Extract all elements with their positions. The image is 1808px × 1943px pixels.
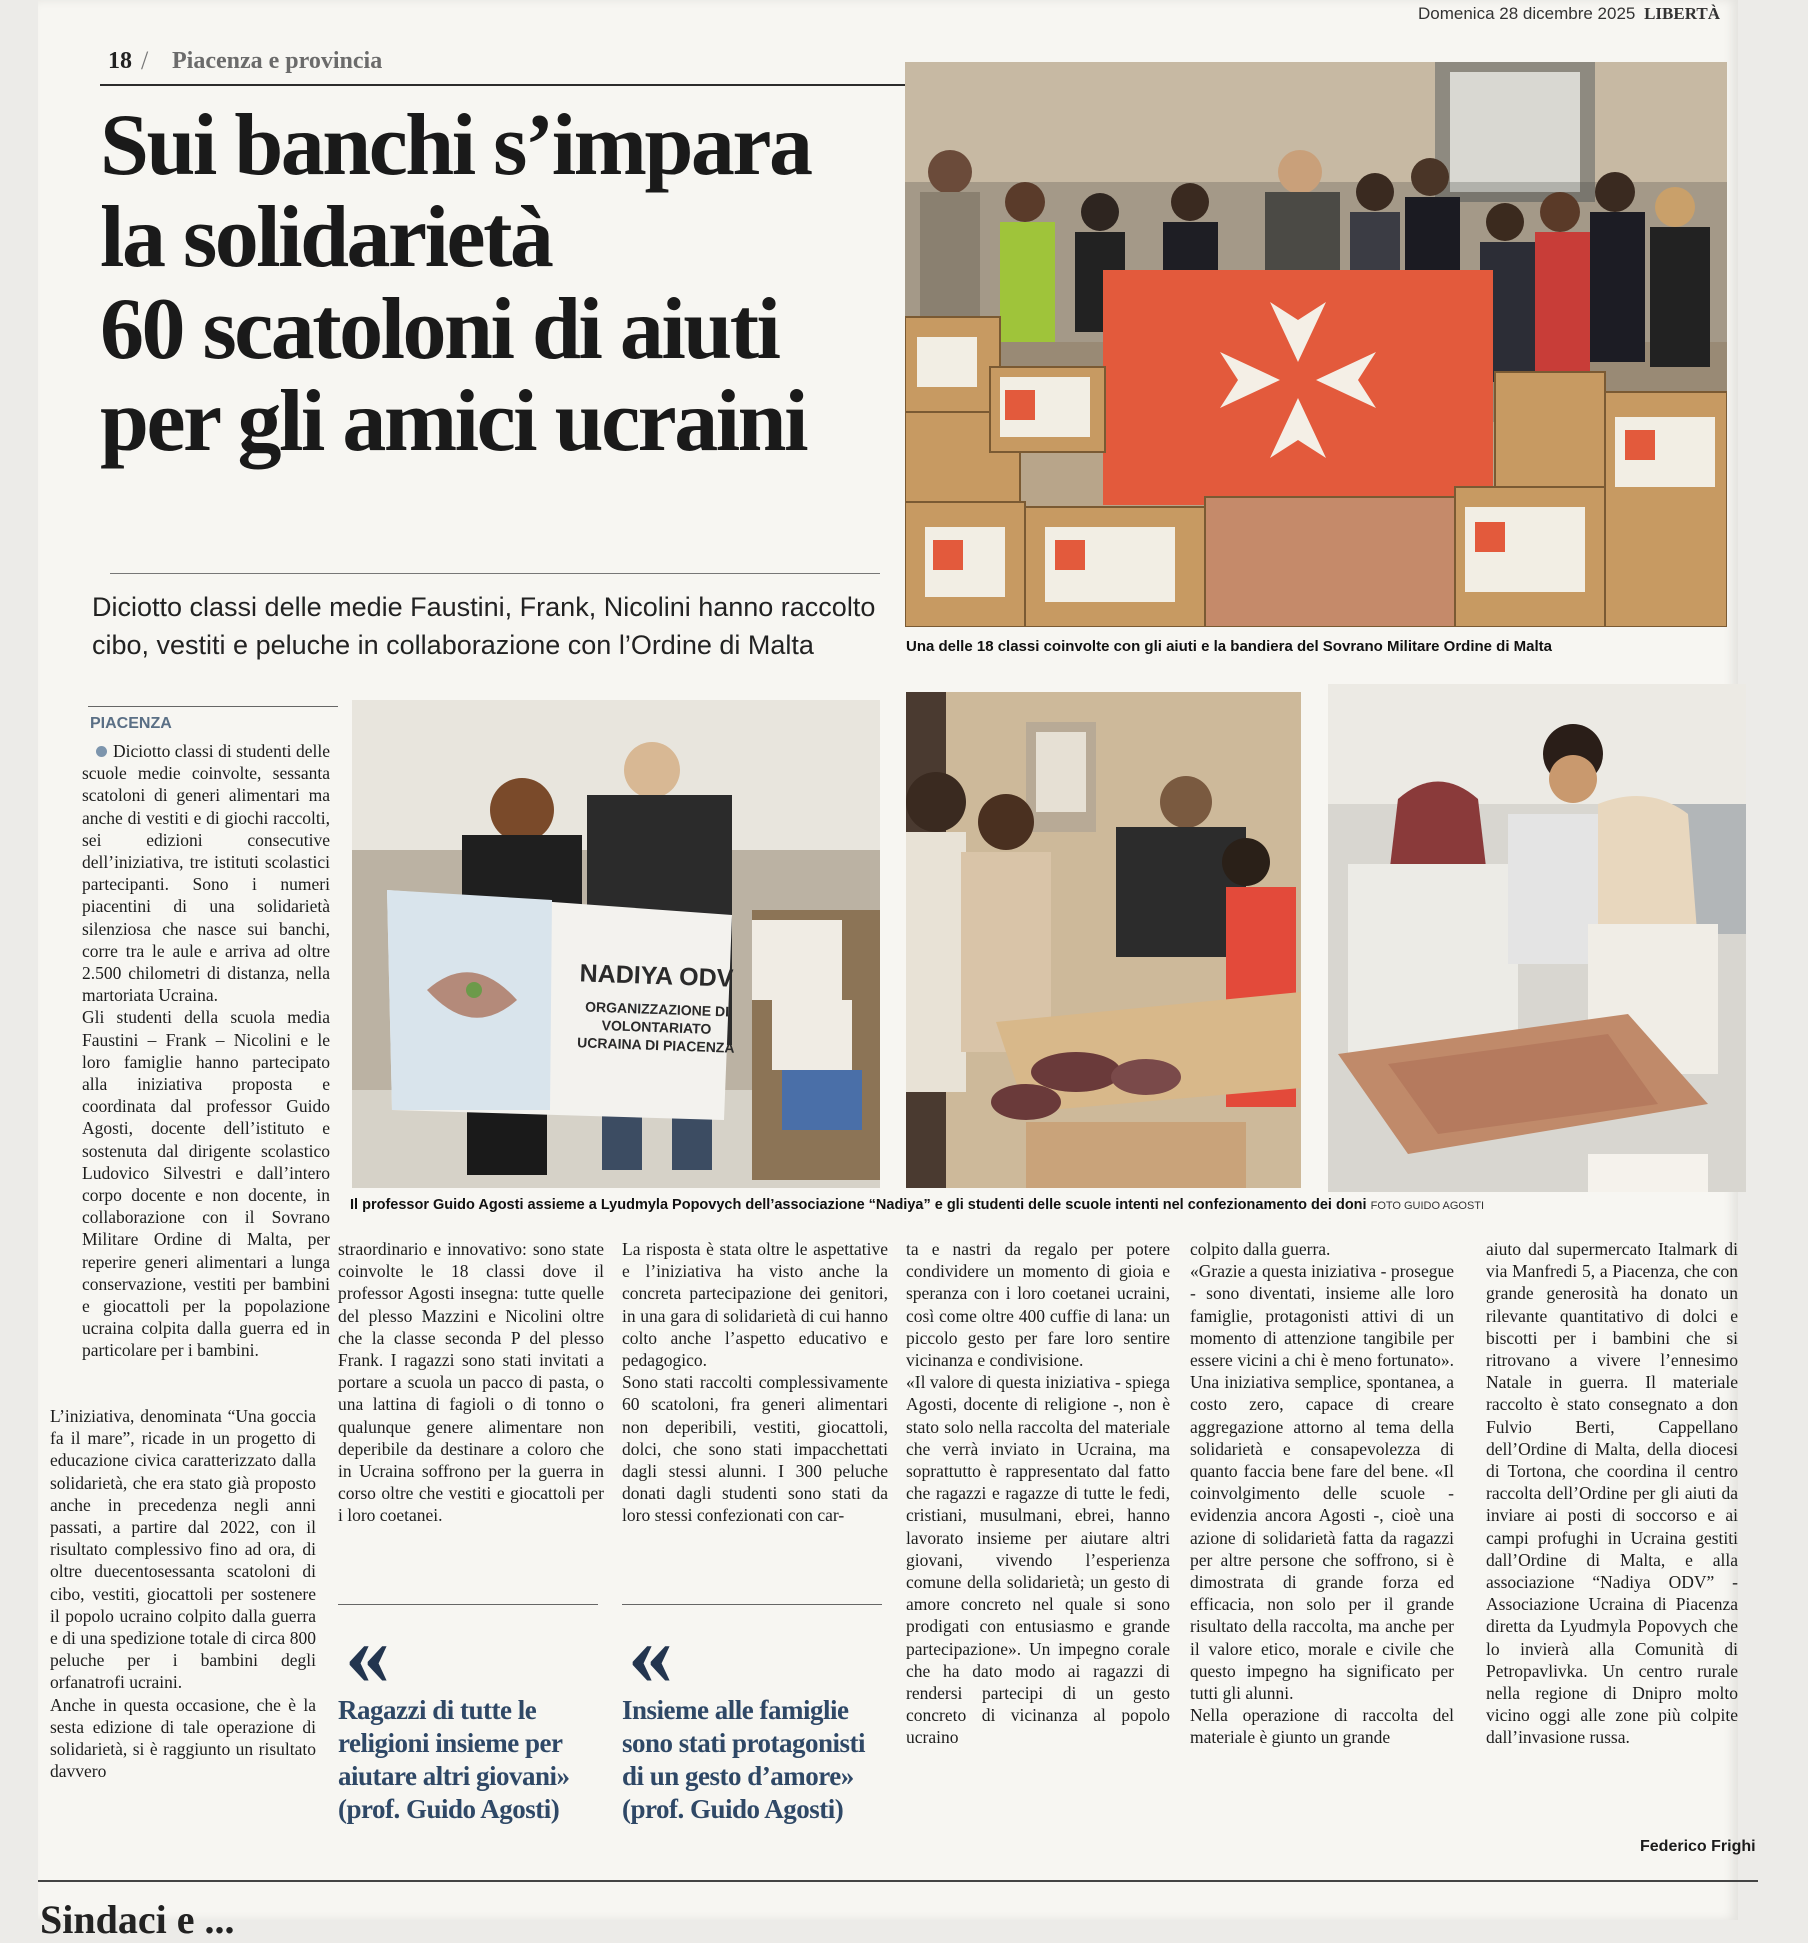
paragraph: aiuto dal supermercato Italmark di via Manfredi 5, a Piacenza, che con grande generosità ha donato un rilevante quantitativo di dolci e biscotti per i bambini che si ritrovano a vivere l’ennesimo Natale in guerra. Il materiale raccolto è stato consegnato a don Fulvio Berti, Cappellano dell’Ordine di Malta, della diocesi di Tortona, che coordina il centro raccolta dell’Ordine per gli aiuti da inviare ai posti di soccorso e ai campi profughi in Ucraina gestiti dall’Ordine di Malta, e alla associazione “Nadiya ODV” - Associazione Ucraina di Piacenza diretta da Lyudmyla Popovych che lo invierà alla Comunità di Petropavlivka. Un centro rurale nella regione di Dnipro molto vicino oggi alle zone più colpite dall’invasione russa.: [1486, 1239, 1738, 1748]
strip-caption: [350, 1197, 1484, 1213]
paragraph: La risposta è stata oltre le aspettative e l’iniziativa ha visto anche la concreta partecipazione dei genitori, in una gara di solidarietà di cui hanno colto anche l’aspetto educativo e pedagogico.: [622, 1239, 888, 1371]
banner-subtitle: ORGANIZZAZIONE DI VOLONTARIATO UCRAINA DI PIACENZA: [576, 998, 735, 1056]
main-photo-caption: Una delle 18 classi coinvolte con gli aiuti e la bandiera del Sovrano Militare Ordine di Malta: [906, 638, 1553, 655]
pull-quote: Insieme alle famiglie sono stati protagonisti di un gesto d’amore» (prof. Guido Agosti): [622, 1695, 866, 1824]
paragraph: ta e nastri da regalo per potere condividere un momento di gioia e speranza con i loro coetanei ucraini, così come oltre 400 cuffie di lana: un piccolo gesto per fare loro sentire vicinanza e condivisione.: [906, 1239, 1170, 1371]
next-article-title: Sindaci e ...: [40, 1897, 235, 1942]
headline-line: per gli amici ucraini: [100, 373, 807, 470]
date-text: Domenica 28 dicembre 2025: [1418, 4, 1636, 23]
column-4: [906, 1238, 1170, 1749]
issue-date: [1418, 4, 1720, 24]
photo-students-wrapping: [906, 692, 1301, 1188]
banner-title: NADIYA ODV: [579, 959, 734, 993]
column-1-top: [82, 740, 330, 1362]
kicker-rule: [88, 706, 338, 707]
paragraph: Nella operazione di raccolta del materiale è giunto un grande: [1190, 1705, 1454, 1748]
section-title: Piacenza e provincia: [172, 48, 383, 74]
headline-rule: [110, 573, 880, 574]
paragraph: «Grazie a questa iniziativa - prosegue - sono diventati, insieme alle loro famiglie, protagonisti attivi di un momento di attenzione tangibile per essere vicini a chi è meno fortunato». Una iniziativa semplice, spontanea, a costo zero, capace di creare aggregazione attorno al tema della solidarietà e consapevolezza di quanto faccia bene fare del bene. «Il coinvolgimento delle scuole - evidenzia ancora Agosti -, cioè una azione di solidarietà fatta da ragazzi per altre persone che soffrono, si è dimostrata di grande forza ed efficacia, non solo per il grande risultato della raccolta, ma anche per il valore etico, morale e civile che questo impegno ha significato per tutti gli alunni.: [1190, 1261, 1454, 1704]
column-2: [338, 1238, 604, 1527]
column-6: [1486, 1238, 1738, 1749]
paragraph: L’iniziativa, denominata “Una goccia fa il mare”, ricade in un progetto di educazione civica caratterizzato dalla solidarietà, che era stato già proposto anche in precedenza negli anni passati, a partire dal 2022, con il risultato complessivo fino ad ora, di oltre duecentosessanta scatoloni di cibo, vestiti, giocattoli per sostenere il popolo ucraino colpito dalla guerra e di una spedizione totale di circa 800 peluche per i bambini degli orfanatrofi ucraini.: [50, 1406, 316, 1693]
headline-line: 60 scatoloni di aiuti: [100, 281, 779, 378]
paragraph: Gli studenti della scuola media Faustini – Frank – Nicolini e le loro famiglie hanno partecipato alla iniziativa proposta e coordinata dal professor Guido Agosti, docente dell’istituto e sostenuta dal dirigente scolastico Ludovico Silvestri e dall’intero corpo docente e non docente, in collaborazione con il Sovrano Militare Ordine di Malta, per reperire generi alimentari a lunga conservazione, vestiti per bambini e giocattoli per la popolazione ucraina colpita dalla guerra ed in particolare per i bambini.: [82, 1007, 330, 1361]
column-3: [622, 1238, 888, 1527]
quote-mark-icon: «: [345, 1605, 378, 1704]
headline: [100, 97, 900, 470]
paragraph: Sono stati raccolti complessivamente 60 scatoloni, fra generi alimentari non deperibili, vestiti, giocattoli, dolci, che sono stati impacchettati dagli stessi alunni. I 300 peluche donati dagli studenti sono stati da loro stessi confezionati con car-: [622, 1372, 888, 1526]
column-5: [1190, 1238, 1454, 1749]
paper-name: LIBERTÀ: [1644, 4, 1721, 23]
paragraph: Anche in questa occasione, che è la sesta edizione di tale operazione di solidarietà, si è raggiunto un risultato davvero: [50, 1694, 316, 1782]
header-separator: /: [141, 46, 149, 75]
photo-girls-wrapping: [1328, 684, 1746, 1192]
paragraph: straordinario e innovativo: sono state coinvolte le 18 classi dove il professor Agosti insegna: tutte quelle del plesso Mazzini e Nicolini oltre che la classe seconda P del plesso Frank. I ragazzi sono stati invitati a portare a scuola un pacco di pasta, o una lattina di fagioli o di tonno o qualunque genere alimentare non deperibile da destinare a coloro che in Ucraina soffrono per la guerra in corso oltre che vestiti e giocattoli per i loro coetanei.: [338, 1239, 604, 1526]
bottom-rule: [38, 1880, 1758, 1882]
headline-line: Sui banchi s’impara: [100, 97, 811, 194]
photo-nadiya-banner: [352, 700, 880, 1188]
quote-rule: [622, 1604, 882, 1605]
main-photo: [905, 62, 1727, 627]
column-1-bottom: [50, 1405, 316, 1782]
quote-mark-icon: «: [628, 1605, 661, 1704]
kicker: PIACENZA: [90, 715, 172, 732]
pull-quote: Ragazzi di tutte le religioni insieme per aiutare altri giovani» (prof. Guido Agosti): [338, 1695, 570, 1824]
byline: Federico Frighi: [1640, 1838, 1756, 1855]
strip-caption-text: Il professor Guido Agosti assieme a Lyudmyla Popovych dell’associazione “Nadiya” e gli studenti delle scuole intenti nel confezionamento dei doni: [350, 1197, 1367, 1213]
subheadline: Diciotto classi delle medie Faustini, Frank, Nicolini hanno raccolto cibo, vestiti e peluche in collaborazione con l’Ordine di Malta: [92, 592, 876, 660]
page-number: 18: [108, 48, 132, 74]
photo-credit: FOTO GUIDO AGOSTI: [1370, 1200, 1485, 1212]
bullet-icon: [96, 746, 107, 757]
paragraph: colpito dalla guerra.: [1190, 1239, 1331, 1259]
lead-paragraph: Diciotto classi di studenti delle scuole medie coinvolte, sessanta scatoloni di generi alimentari ma anche di vestiti e di giochi raccolti, sei edizioni consecutive dell’iniziativa, tre istituti scolastici partecipanti. Sono i numeri piacentini di una solidarietà silenziosa che nasce sui banchi, corre tra le aule e arriva ad oltre 2.500 chilometri di distanza, nella martoriata Ucraina.: [82, 741, 330, 1006]
malta-flag: [1103, 270, 1493, 505]
headline-line: la solidarietà: [100, 189, 552, 286]
paragraph: «Il valore di questa iniziativa - spiega Agosti, docente di religione -, non è stato solo nella raccolta del materiale che verrà inviato in Ucraina, ma soprattutto è rappresentato dal fatto che ragazzi e ragazze di tutte le fedi, cristiani, musulmani, ebrei, hanno lavorato insieme per aiutare altri giovani, vivendo l’esperienza comune della solidarietà; un gesto di amore concreto nel quale si sono prodigati con entusiasmo e grande partecipazione». Un impegno corale che ha dato modo ai ragazzi di rendersi partecipi di un gesto concreto di vicinanza al popolo ucraino: [906, 1372, 1170, 1748]
